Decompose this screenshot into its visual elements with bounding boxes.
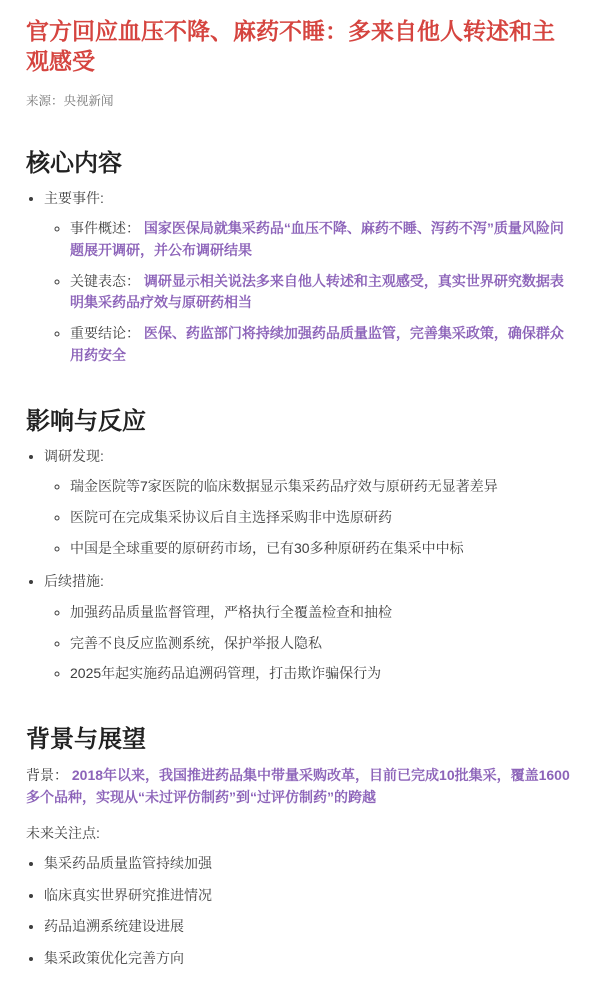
list-item: ◦ 2025年起实施药品追溯码管理，打击欺诈骗保行为: [70, 663, 577, 685]
source-attribution: 来源：央视新闻: [26, 93, 114, 108]
list-item: ◦ 中国是全球重要的原研药市场，已有30多种原研药在集采中中标: [70, 538, 577, 560]
list-item: • 集采药品质量监管持续加强: [44, 853, 577, 875]
list-item: ◦ 完善不良反应监测系统，保护举报人隐私: [70, 633, 577, 655]
list-item-label: 后续措施:: [44, 573, 104, 590]
list-item: • 临床真实世界研究推进情况: [44, 885, 577, 907]
highlighted-text: 国家医保局就集采药品“血压不降、麻药不睡、泻药不泻”质量风险问题展开调研，并公布调研结果: [70, 220, 564, 259]
list-item-label: 重要结论：: [70, 325, 140, 342]
list-item: [70, 271, 577, 314]
paragraph-label: 背景：: [26, 767, 68, 784]
list-item: • 药品追溯系统建设进展: [44, 916, 577, 938]
list-item: [44, 571, 577, 685]
list-item: [44, 188, 577, 367]
list-item-label: 关键表态：: [70, 272, 140, 289]
list-item: [70, 323, 577, 366]
list-item: [70, 218, 577, 261]
future-focus-list: [26, 853, 577, 970]
page-title: 官方回应血压不降、麻药不睡：多来自他人转述和主观感受: [26, 18, 555, 75]
highlighted-text: 调研显示相关说法多来自他人转述和主观感受，真实世界研究数据表明集采药品疗效与原研药相当: [70, 272, 564, 311]
background-paragraph: [26, 764, 577, 809]
list-item-label: 调研发现:: [44, 447, 104, 464]
list-item: [44, 446, 577, 560]
impact-sublist-measures: [44, 602, 577, 685]
list-item-label: 主要事件:: [44, 189, 104, 206]
list-item: ◦ 医院可在完成集采协议后自主选择采购非中选原研药: [70, 507, 577, 529]
core-list: [26, 188, 577, 367]
list-item: ◦ 瑞金医院等7家医院的临床数据显示集采药品疗效与原研药无显著差异: [70, 476, 577, 498]
impact-list: [26, 446, 577, 686]
list-item: • 集采政策优化完善方向: [44, 948, 577, 970]
section-heading-impact: 影响与反应: [26, 407, 146, 435]
list-item: ◦ 加强药品质量监督管理，严格执行全覆盖检查和抽检: [70, 602, 577, 624]
highlighted-text: 医保、药监部门将持续加强药品质量监管，完善集采政策，确保群众用药安全: [70, 325, 564, 363]
impact-sublist-findings: [44, 476, 577, 559]
future-focus-label: 未来关注点:: [26, 824, 100, 841]
section-heading-background: 背景与展望: [26, 726, 146, 754]
highlighted-text: 2018年以来，我国推进药品集中带量采购改革，目前已完成10批集采，覆盖1600多个品种，实现从“未过评仿制药”到“过评仿制药”的跨越: [26, 767, 570, 806]
section-heading-core: 核心内容: [26, 149, 122, 177]
list-item-label: 事件概述：: [70, 220, 140, 237]
core-sublist: [44, 218, 577, 366]
